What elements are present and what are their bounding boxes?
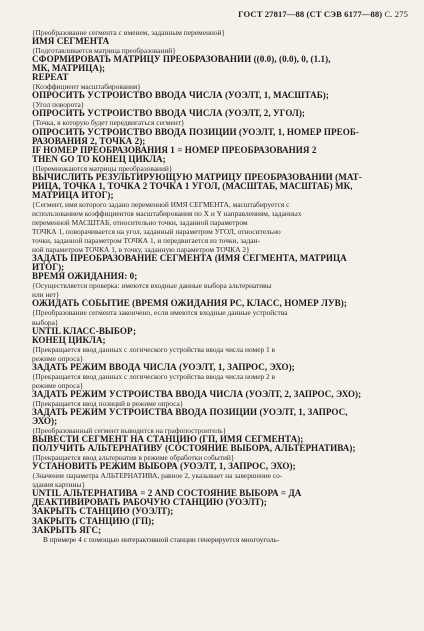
statement-line: ИМЯ СЕГМЕНТА — [32, 37, 110, 47]
statement-line: ЗАДАТЬ РЕЖИМ ВВОДА ЧИСЛА (УОЭЛТ, 1, ЗАПРОС, ЭХО); — [32, 362, 295, 372]
comment-line: {Преобразование сегмента с именем, заданным переменной} — [32, 28, 226, 37]
statement-line: РИЦА, ТОЧКА 1, ТОЧКА 2 ТОЧКА 1 УГОЛ, (МАСШТАБ, МАСШТАБ) МК, — [32, 181, 353, 191]
statement-line: UNTIL КЛАСС-ВЫБОР; — [32, 326, 137, 336]
statement-line: ЗАДАТЬ ПРЕОБРАЗОВАНИЕ СЕГМЕНТА (ИМЯ СЕГМЕНТА, МАТРИЦА — [32, 254, 347, 264]
statement-line: ОЖИДАТЬ СОБЫТИЕ (ВРЕМЯ ОЖИДАНИЯ PC, КЛАСС, НОМЕР ЛУВ); — [32, 299, 347, 309]
comment-line: {Прекращается ввод позиций в режиме опроса} — [32, 398, 184, 408]
comment-line: режиме опроса} — [32, 380, 84, 390]
comment-line: или нет} — [32, 290, 60, 300]
page-header — [32, 9, 410, 19]
statement-line: ЗАКРЫТЬ ЯГС; — [32, 525, 102, 535]
statement-line: UNTIL АЛЬТЕРНАТИВА = 2 AND СОСТОЯНИЕ ВЫБОРА = ДА — [32, 489, 302, 499]
statement-line: ДЕАКТИВИРОВАТЬ РАБОЧУЮ СТАНЦИЮ (УОЭЛТ); — [32, 498, 267, 508]
comment-line: {Преобразованный сегмент выводится на графопостроитель} — [32, 426, 227, 436]
statement-line: ОПРОСИТЬ УСТРОЙСТВО ВВОДА ЧИСЛА (УОЭЛТ, 2, УГОЛ); — [32, 109, 305, 119]
statement-line: REPEAT — [32, 73, 69, 83]
statement-line: ЗАКРЫТЬ СТАНЦИЮ (ГП); — [32, 516, 155, 526]
statement-line: ОПРОСИТЬ УСТРОЙСТВО ВВОДА ЧИСЛА (УОЭЛТ, 1, МАСШТАБ); — [32, 91, 329, 101]
statement-line: ПОЛУЧИТЬ АЛЬТЕРНАТИВУ (СОСТОЯНИЕ ВЫБОРА, АЛЬТЕРНАТИВА); — [32, 444, 356, 454]
comment-line: режиме опроса} — [32, 353, 84, 363]
comment-line: здания картины} — [32, 480, 85, 490]
comment-line: ной параметром ТОЧКА 1, в точку, заданную параметром ТОЧКА 2} — [32, 245, 250, 255]
comment-line: выбора} — [32, 317, 59, 327]
statement-line: МАТРИЦА ИТОГ); — [32, 190, 114, 200]
comment-line: {Значение параметра АЛЬТЕРНАТИВА, равное 2, указывает на завершение со- — [32, 471, 283, 481]
comment-line: {Прекращается ввод альтернатив в режиме обработки событий} — [32, 453, 235, 463]
comment-line: {Преобразование сегмента закончено, если имеются входные данные устройства — [32, 308, 288, 318]
comment-line: использованием коэффициентов масштабирования по X и Y направлениям, заданных — [32, 208, 302, 218]
statement-line: ОПРОСИТЬ УСТРОЙСТВО ВВОДА ПОЗИЦИИ (УОЭЛТ, 1, НОМЕР ПРЕОБ- — [32, 127, 359, 137]
statement-line: THEN GO TO КОНЕЦ ЦИКЛА; — [32, 154, 166, 164]
comment-line: {Прекращается ввод данных с логического устройства ввода числа номер 2 в — [32, 371, 276, 381]
statement-line: ВЫЧИСЛИТЬ РЕЗУЛЬТИРУЮЩУЮ МАТРИЦУ ПРЕОБРАЗОВАНИЙ (МАТ- — [32, 172, 362, 182]
comment-line: {Подготавливается матрица преобразований} — [32, 46, 176, 56]
statement-line: ЗАКРЫТЬ СТАНЦИЮ (УОЭЛТ); — [32, 507, 174, 517]
statement-line: МК, МАТРИЦА); — [32, 64, 106, 74]
statement-line: ИТОГ); — [32, 263, 65, 273]
comment-line: {Перемножаются матрицы преобразований} — [32, 163, 173, 173]
statement-line: ЗАДАТЬ РЕЖИМ УСТРОЙСТВА ВВОДА ЧИСЛА (УОЭЛТ, 2, ЗАПРОС, ЭХО); — [32, 389, 362, 399]
statement-line: ВРЕМЯ ОЖИДАНИЯ: 0; — [32, 272, 138, 282]
page-number: С. 275 — [384, 9, 408, 19]
comment-line: {Угол поворота} — [32, 100, 85, 110]
program-listing — [32, 28, 410, 544]
standard-title: ГОСТ 27817—88 (СТ СЭВ 6177—88) — [238, 9, 383, 19]
statement-line: ВЫВЕСТИ СЕГМЕНТ НА СТАНЦИЮ (ГП, ИМЯ СЕГМЕНТА); — [32, 435, 304, 445]
statement-line: УСТАНОВИТЬ РЕЖИМ ВЫБОРА (УОЭЛТ, 1, ЗАПРОС, ЭХО); — [32, 462, 296, 472]
statement-line: КОНЕЦ ЦИКЛА; — [32, 335, 106, 345]
paragraph-line: В примере 4 с помощью интерактивной станции генерируется многоуголь- — [43, 534, 280, 544]
comment-line: {Прекращается ввод данных с логического устройства ввода числа номер 1 в — [32, 344, 276, 354]
statement-line: IF НОМЕР ПРЕОБРАЗОВАНИЯ 1 = НОМЕР ПРЕОБРАЗОВАНИЯ 2 — [32, 145, 317, 155]
statement-line: СФОРМИРОВАТЬ МАТРИЦУ ПРЕОБРАЗОВАНИЙ ((0.0), (0.0), 0, (1.1), — [32, 55, 331, 65]
comment-line: ТОЧКА 1, поворачивается на угол, заданный параметром УГОЛ, относительно — [32, 227, 281, 237]
comment-line: точки, заданной параметром ТОЧКА 1, и передвигается из точки, задан- — [32, 236, 260, 246]
statement-line: РАЗОВАНИЯ 2, ТОЧКА 2); — [32, 136, 146, 146]
statement-line: ЗАДАТЬ РЕЖИМ УСТРОЙСТВА ВВОДА ПОЗИЦИИ (УОЭЛТ, 1, ЗАПРОС, — [32, 407, 348, 417]
comment-line: {Осуществляется проверка: имеются входные данные выбора альтернативы — [32, 281, 272, 291]
comment-line: {Сегмент, имя которого задано переменной ИМЯ СЕГМЕНТА, масштабируется с — [32, 199, 290, 209]
comment-line: переменной МАСШТАБ, относительно точки, заданной параметром — [32, 217, 248, 227]
comment-line: {Коэффициент масштабирования} — [32, 82, 141, 92]
comment-line: {Точка, в которую будет передвигаться сегмент} — [32, 118, 185, 128]
statement-line: ЭХО); — [32, 417, 58, 427]
